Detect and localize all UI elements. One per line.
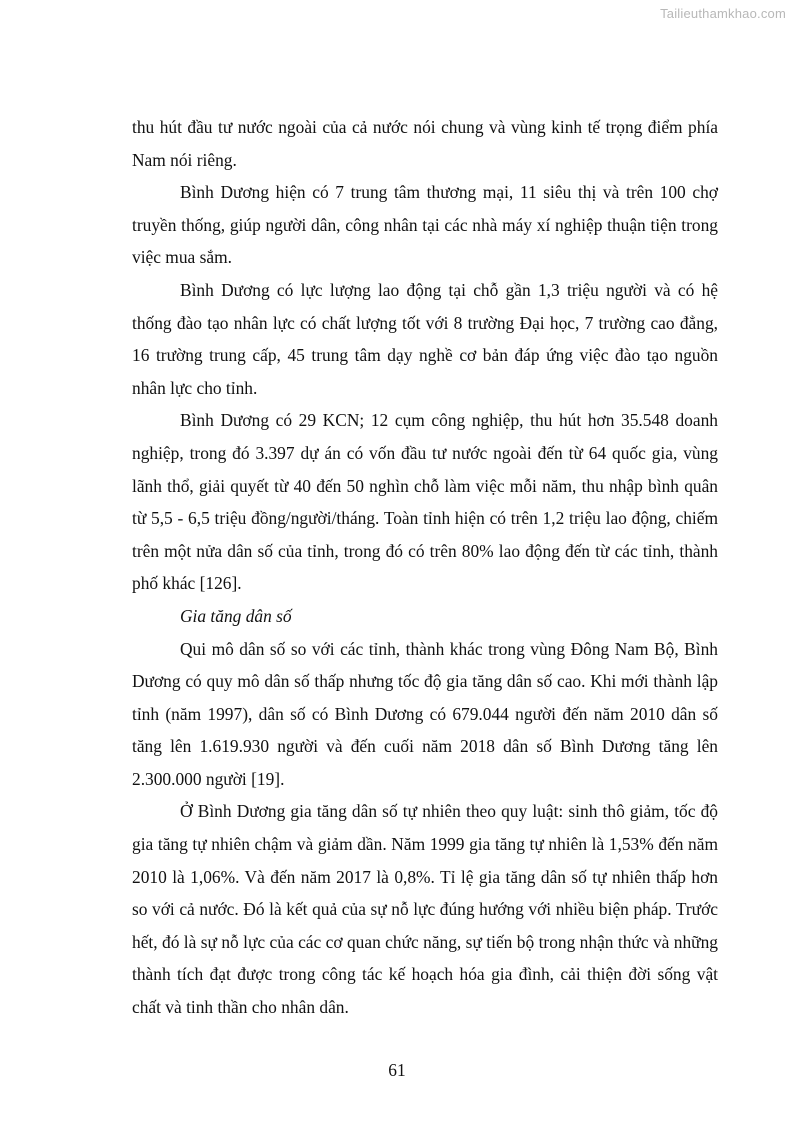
paragraph-labor-force: Bình Dương có lực lượng lao động tại chỗ gần 1,3 triệu người và có hệ thống đào tạo nhân lực có chất lượng tốt với 8 trường Đại học, 7 trường cao đẳng, 16 trường trung cấp, 45 trung tâm dạy nghề cơ bản đáp ứng việc đào tạo nguồn nhân lực cho tỉnh. [132, 279, 718, 398]
page-number: 61 [388, 1060, 406, 1080]
paragraph-population-scale: Qui mô dân số so với các tỉnh, thành khác trong vùng Đông Nam Bộ, Bình Dương có quy mô dân số thấp nhưng tốc độ gia tăng dân số cao. Khi mới thành lập tỉnh (năm 1997), dân số có Bình Dương có 679.044 người đến năm 2010 dân số tăng lên 1.619.930 người và đến cuối năm 2018 dân số Bình Dương tăng lên 2.300.000 người [19]. [132, 638, 718, 789]
section-heading-population-growth: Gia tăng dân số [180, 605, 292, 626]
watermark-text: Tailieuthamkhao.com [660, 6, 786, 21]
paragraph-natural-growth: Ở Bình Dương gia tăng dân số tự nhiên theo quy luật: sinh thô giảm, tốc độ gia tăng tự nhiên chậm và giảm dần. Năm 1999 gia tăng tự nhiên là 1,53% đến năm 2010 là 1,06%. Và đến năm 2017 là 0,8%. Tỉ lệ gia tăng dân số tự nhiên thấp hơn so với cả nước. Đó là kết quả của sự nỗ lực đúng hướng với nhiều biện pháp. Trước hết, đó là sự nỗ lực của các cơ quan chức năng, sự tiến bộ trong nhận thức và những thành tích đạt được trong công tác kế hoạch hóa gia đình, cải thiện đời sống vật chất và tinh thần cho nhân dân. [132, 801, 718, 1018]
paragraph-commerce: Bình Dương hiện có 7 trung tâm thương mại, 11 siêu thị và trên 100 chợ truyền thống, giúp người dân, công nhân tại các nhà máy xí nghiệp thuận tiện trong việc mua sắm. [132, 182, 718, 268]
document-body [132, 111, 718, 1024]
paragraph-industrial-zones: Bình Dương có 29 KCN; 12 cụm công nghiệp, thu hút hơn 35.548 doanh nghiệp, trong đó 3.397 dự án có vốn đầu tư nước ngoài đến từ 64 quốc gia, vùng lãnh thổ, giải quyết từ 40 đến 50 nghìn chỗ làm việc mỗi năm, thu nhập bình quân từ 5,5 - 6,5 triệu đồng/người/tháng. Toàn tỉnh hiện có trên 1,2 triệu lao động, chiếm trên một nửa dân số của tỉnh, trong đó có trên 80% lao động đến từ các tỉnh, thành phố khác [126]. [132, 410, 718, 594]
paragraph-continuation: thu hút đầu tư nước ngoài của cả nước nói chung và vùng kinh tế trọng điểm phía Nam nói riêng. [132, 117, 718, 170]
